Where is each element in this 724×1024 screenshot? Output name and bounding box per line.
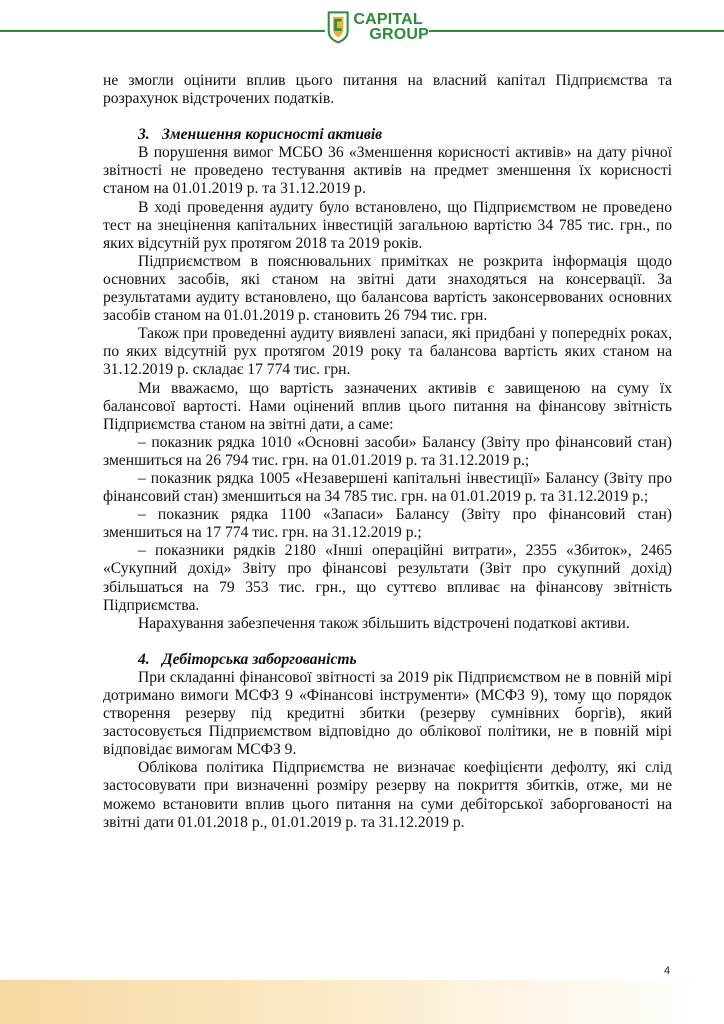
section-4-title: Дебіторська заборгованість bbox=[162, 650, 357, 668]
section-4-number: 4. bbox=[138, 650, 150, 668]
section-4-paragraph-2: Облікова політика Підприємства не визначає коефіцієнти дефолту, які слід застосовувати при визначенні розміру резерву на покриття збитків, отже, ми не можемо встановити вплив цього питання на суми дебіторської заборгованості на звітні дати 01.01.2018 р., 01.01.2019 р. та 31.12.2019 р. bbox=[103, 759, 672, 831]
section-4-heading bbox=[103, 651, 672, 669]
paragraph-intro: не змогли оцінити вплив цього питання на власний капітал Підприємства та розрахунок відстрочених податків. bbox=[103, 72, 672, 108]
section-3-bullet-2: – показник рядка 1005 «Незавершені капітальні інвестиції» Балансу (Звіту про фінансовий стан) зменшиться на 34 785 тис. грн. на 01.01.2019 р. та 31.12.2019 р.; bbox=[103, 469, 672, 506]
document-body bbox=[103, 72, 672, 832]
section-3-bullet-1: – показник рядка 1010 «Основні засоби» Балансу (Звіту про фінансовий стан) зменшиться на 26 794 тис. грн. на 01.01.2019 р. та 31.12.2019 р.; bbox=[103, 433, 672, 469]
footer-band bbox=[0, 980, 724, 1024]
page-number: 4 bbox=[664, 965, 671, 977]
section-3-number: 3. bbox=[138, 126, 150, 144]
section-3-paragraph-4: Також при проведенні аудиту виявлені запаси, які придбані у попередніх роках, по яких відсутній рух протягом 2019 року та балансова вартість яких станом на 31.12.2019 р. складає 17 774 тис. грн. bbox=[103, 325, 672, 379]
logo-text-capital: CAPITAL bbox=[353, 11, 423, 28]
logo-shield-icon bbox=[327, 8, 349, 46]
section-4-paragraph-1: При складанні фінансової звітності за 2019 рік Підприємством не в повній мірі дотримано вимоги МСФЗ 9 «Фінансові інструменти» (МСФЗ 9), тому що порядок створення резерву під кредитні збитки (резерву сумнівних боргів), який застосовується Підприємством відповідно до облікової політики, не в повній мірі відповідає вимогам МСФЗ 9. bbox=[103, 668, 672, 759]
section-3-bullet-4: – показники рядків 2180 «Інші операційні витрати», 2355 «Збиток», 2465 «Сукупний дохід» Звіту про фінансові результати (Звіт про сукупний дохід) збільшаться на 79 353 тис. грн., що суттєво впливає на фінансову звітність Підприємства. bbox=[103, 542, 672, 614]
section-3-paragraph-6: Нарахування забезпечення також збільшить відстрочені податкові активи. bbox=[138, 614, 630, 632]
logo-text-group: GROUP bbox=[369, 26, 429, 43]
section-3-paragraph-3: Підприємством в пояснювальних примітках не розкрита інформація щодо основних засобів, які станом на звітні дати знаходяться на консервації. За результатами аудиту встановлено, що балансова вартість законсервованих основних засобів станом на 01.01.2019 р. становить 26 794 тис. грн. bbox=[103, 252, 672, 325]
section-3-bullet-3: – показник рядка 1100 «Запаси» Балансу (Звіту про фінансовий стан) зменшиться на 17 774 тис. грн. на 31.12.2019 р.; bbox=[103, 506, 672, 542]
section-3-paragraph-5: Ми вважаємо, що вартість зазначених активів є завищеною на суму їх балансової вартості. Нами оцінений вплив цього питання на фінансову звітність Підприємства станом на звітні дати, а саме: bbox=[103, 379, 672, 433]
section-3-title: Зменшення корисності активів bbox=[162, 126, 383, 144]
company-logo bbox=[325, 5, 429, 49]
section-3-paragraph-1: В порушення вимог МСБО 36 «Зменшення корисності активів» на дату річної звітності не проведено тестування активів на предмет зменшення їх корисності станом на 01.01.2019 р. та 31.12.2019 р. bbox=[103, 144, 672, 198]
section-3-heading bbox=[103, 126, 672, 144]
section-3-paragraph-2: В ході проведення аудиту було встановлено, що Підприємством не проведено тест на знецінення капітальних інвестицій загальною вартістю 34 785 тис. грн., по яких відсутній рух протягом 2018 та 2019 років. bbox=[103, 198, 672, 252]
